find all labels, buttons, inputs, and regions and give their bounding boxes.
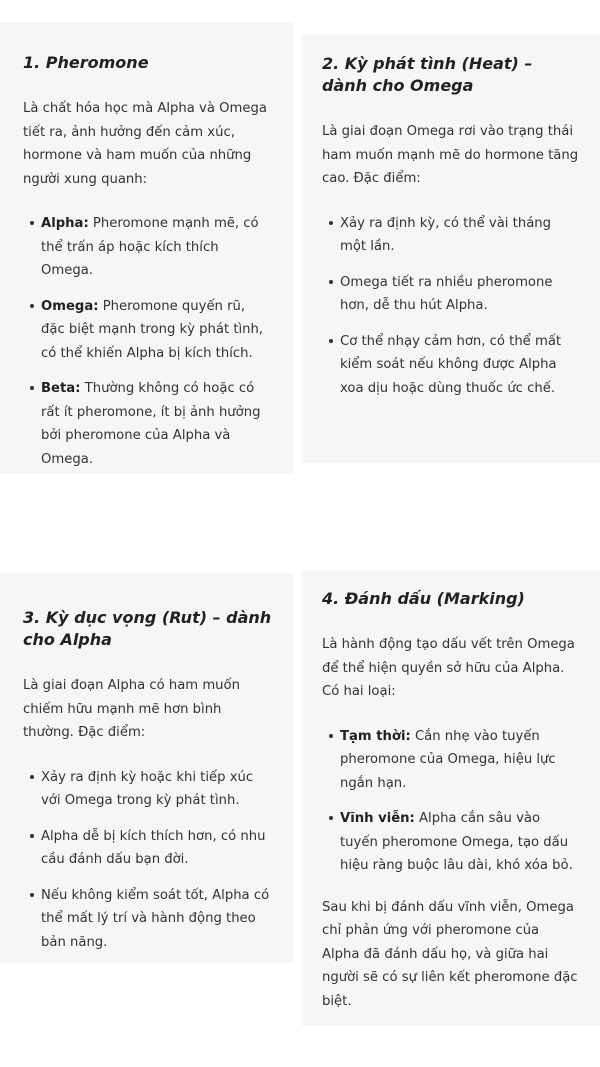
section-title: 1. Pheromone [23,53,149,72]
bullet-list [322,212,580,401]
section-title: 2. Kỳ phát tình (Heat) – dành cho Omega [322,54,533,95]
bullet-list [23,212,270,471]
item-term: Omega: [41,298,99,314]
list-item: Omega tiết ra nhiều pheromone hơn, dễ thu hút Alpha. [340,271,580,318]
list-item [41,377,270,471]
section-outro: Sau khi bị đánh dấu vĩnh viễn, Omega chỉ phản ứng với pheromone của Alpha đã đánh dấu họ, và giữa hai người sẽ có sự liên kết pheromone đặc biệt. [322,899,578,1009]
section-intro: Là giai đoạn Alpha có ham muốn chiếm hữu mạnh mẽ hơn bình thường. Đặc điểm: [23,678,240,740]
list-item: Nếu không kiểm soát tốt, Alpha có thể mất lý trí và hành động theo bản năng. [41,884,272,955]
item-term: Beta: [41,381,81,396]
section-title: 3. Kỳ dục vọng (Rut) – dành cho Alpha [23,608,272,649]
item-text: Alpha cắn sâu vào tuyến pheromone Omega, tạo dấu hiệu ràng buộc lâu dài, khó xóa bỏ. [340,811,573,873]
item-text: Cắn nhẹ vào tuyến pheromone của Omega, hiệu lực ngắn hạn. [340,728,556,791]
card-heat [302,35,600,463]
section-intro: Là hành động tạo dấu vết trên Omega để thể hiện quyền sở hữu của Alpha. Có hai loại: [322,637,575,699]
bullet-list [322,725,580,878]
list-item [41,212,270,283]
section-title: 4. Đánh dấu (Marking) [322,589,525,608]
item-term: Alpha: [41,216,89,231]
list-item: Xảy ra định kỳ, có thể vài tháng một lần. [340,212,580,259]
item-text: Pheromone quyến rũ, đặc biệt mạnh trong kỳ phát tình, có thể khiến Alpha bị kích thích. [41,298,264,361]
section-intro: Là giai đoạn Omega rơi vào trạng thái ham muốn mạnh mẽ do hormone tăng cao. Đặc điểm: [322,124,579,186]
list-item [41,295,270,366]
bullet-list [23,766,272,955]
card-rut [0,573,294,963]
list-item [340,725,580,796]
card-pheromone [0,22,294,474]
item-term: Tạm thời: [340,728,411,744]
section-intro: Là chất hóa học mà Alpha và Omega tiết ra, ảnh hưởng đến cảm xúc, hormone và ham muốn của những người xung quanh: [23,101,267,187]
list-item: Alpha dễ bị kích thích hơn, có nhu cầu đánh dấu bạn đời. [41,825,272,872]
item-term: Vĩnh viễn: [340,811,415,826]
item-text: Pheromone mạnh mẽ, có thể trấn áp hoặc kích thích Omega. [41,216,259,278]
item-text: Thường không có hoặc có rất ít pheromone, ít bị ảnh hưởng bởi pheromone của Alpha và Omega. [41,381,261,467]
list-item [340,807,580,878]
card-marking [302,571,600,1026]
list-item: Cơ thể nhạy cảm hơn, có thể mất kiểm soát nếu không được Alpha xoa dịu hoặc dùng thuốc ức chế. [340,330,580,401]
list-item: Xảy ra định kỳ hoặc khi tiếp xúc với Omega trong kỳ phát tình. [41,766,272,813]
